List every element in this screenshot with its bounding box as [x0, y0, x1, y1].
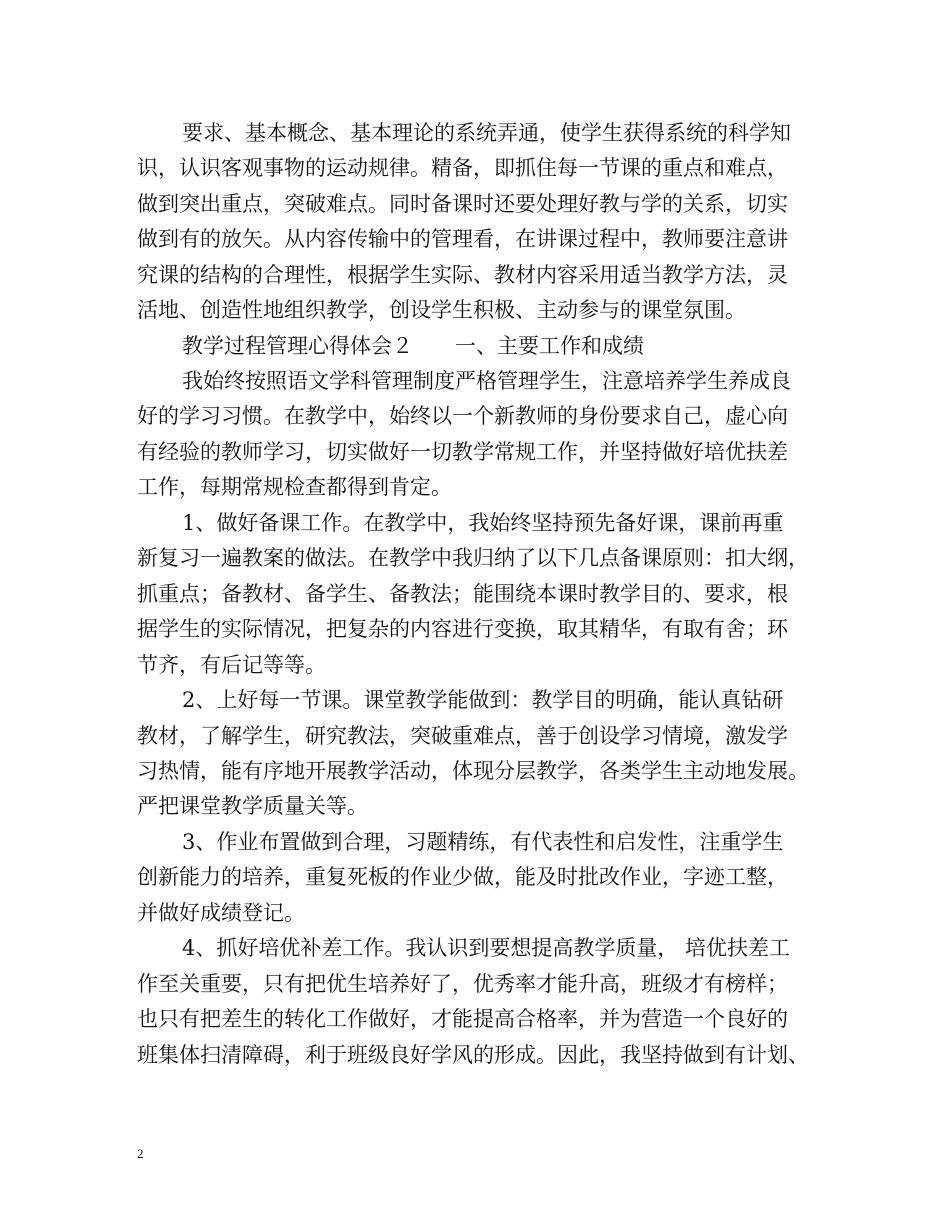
body-line: 2、上好每一节课。课堂教学能做到：教学目的明确，能认真钻研	[182, 688, 784, 712]
body-line: 作至关重要，只有把优生培养好了，优秀率才能升高，班级才有榜样；	[137, 972, 788, 996]
body-line: 抓重点；备教材、备学生、备教法；能围绕本课时教学目的、要求，根	[137, 582, 788, 606]
body-line: 也只有把差生的转化工作做好，才能提高合格率，并为营造一个良好的	[137, 1007, 788, 1031]
body-line: 好的学习习惯。在教学中，始终以一个新教师的身份要求自己，虚心向	[137, 404, 788, 428]
body-line: 新复习一遍教案的做法。在教学中我归纳了以下几点备课原则：扣大纲，	[137, 546, 809, 570]
body-line: 严把课堂教学质量关等。	[137, 794, 368, 818]
body-line: 做到突出重点，突破难点。同时备课时还要处理好教与学的关系，切实	[137, 192, 788, 216]
body-line: 习热情，能有序地开展教学活动，体现分层教学，各类学生主动地发展。	[137, 759, 809, 783]
body-line: 创新能力的培养，重复死板的作业少做，能及时批改作业，字迹工整，	[137, 865, 788, 889]
body-line: 教材，了解学生，研究教法，突破重难点，善于创设学习情境，激发学	[137, 724, 788, 748]
body-line: 4、抓好培优补差工作。我认识到要想提高教学质量， 培优扶差工	[182, 936, 791, 960]
body-line: 识，认识客观事物的运动规律。精备，即抓住每一节课的重点和难点，	[137, 156, 788, 180]
body-line: 据学生的实际情况，把复杂的内容进行变换，取其精华，有取有舍；环	[137, 617, 788, 641]
body-line: 活地、创造性地组织教学，创设学生积极、主动参与的课堂氛围。	[137, 298, 746, 322]
body-line: 究课的结构的合理性，根据学生实际、教材内容采用适当教学方法，灵	[137, 263, 788, 287]
page-number: 2	[137, 1146, 144, 1161]
body-line: 班集体扫清障碍，利于班级良好学风的形成。因此，我坚持做到有计划、	[137, 1043, 809, 1067]
body-line: 1、做好备课工作。在教学中，我始终坚持预先备好课，课前再重	[182, 511, 784, 535]
section-heading: 教学过程管理心得体会２ 一、主要工作和成绩	[182, 334, 644, 358]
body-line: 我始终按照语文学科管理制度严格管理学生，注意培养学生养成良	[182, 369, 791, 393]
body-line: 节齐，有后记等等。	[137, 653, 326, 677]
body-line: 并做好成绩登记。	[137, 901, 305, 925]
body-line: 做到有的放矢。从内容传输中的管理看，在讲课过程中，教师要注意讲	[137, 227, 788, 251]
body-line: 工作，每期常规检查都得到肯定。	[137, 475, 452, 499]
body-line: 有经验的教师学习，切实做好一切教学常规工作，并坚持做好培优扶差	[137, 440, 788, 464]
body-line: 3、作业布置做到合理，习题精练，有代表性和启发性，注重学生	[182, 830, 784, 854]
body-line: 要求、基本概念、基本理论的系统弄通，使学生获得系统的科学知	[182, 121, 791, 145]
